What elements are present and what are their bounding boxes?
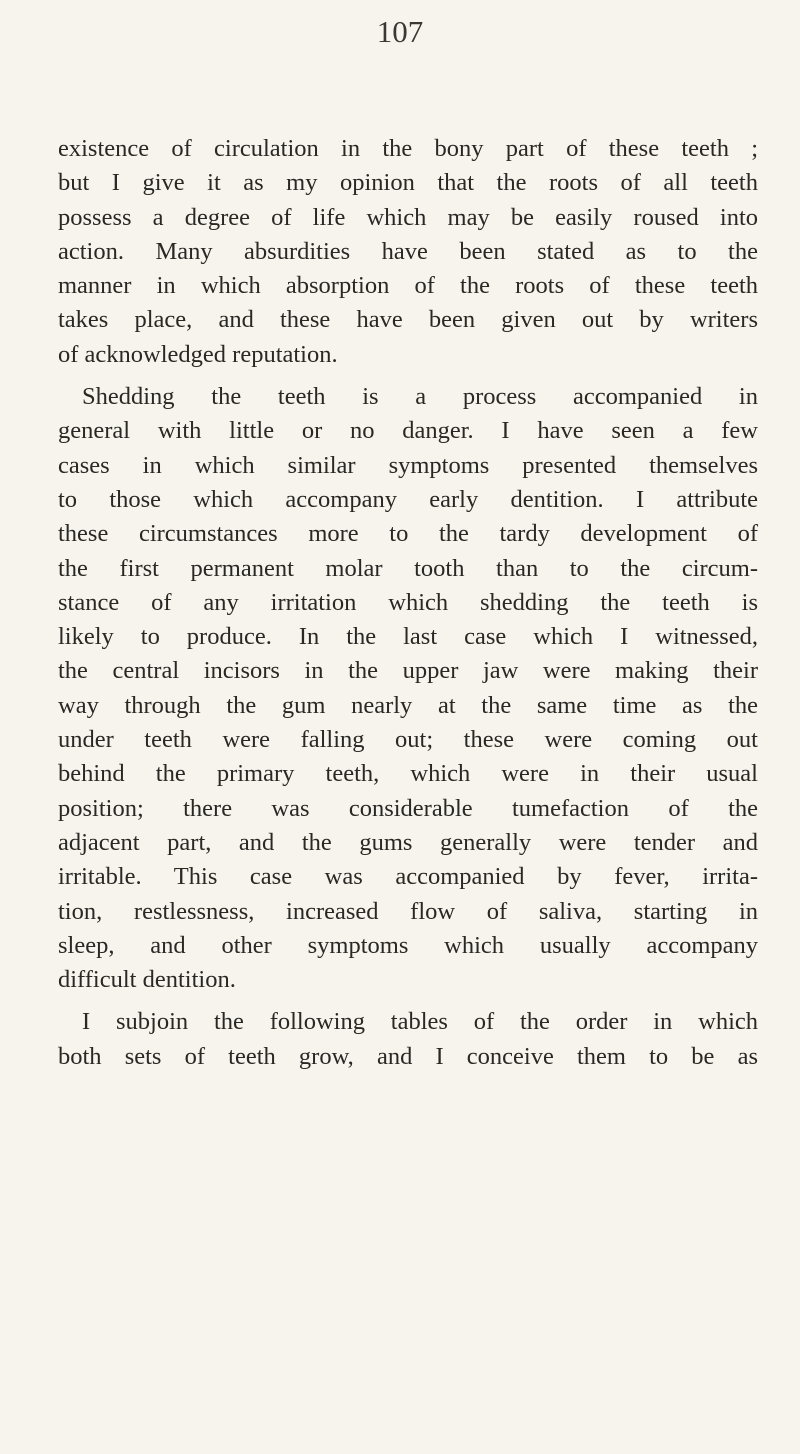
text-line: but I give it as my opinion that the roots of all teeth xyxy=(58,169,758,197)
text-line: both sets of teeth grow, and I conceive them to be as xyxy=(58,1042,758,1070)
paragraph-1 xyxy=(58,132,758,372)
text-line: stance of any irritation which shedding the teeth is xyxy=(58,588,758,616)
text-line: cases in which similar symptoms presented themselves xyxy=(58,451,758,479)
text-line: these circumstances more to the tardy development of xyxy=(58,520,758,548)
text-line: manner in which absorption of the roots of these teeth xyxy=(58,272,758,300)
text-line: the first permanent molar tooth than to the circum- xyxy=(58,554,758,582)
text-line: difficult dentition. xyxy=(58,966,236,994)
text-line: behind the primary teeth, which were in their usual xyxy=(58,760,758,788)
text-line: under teeth were falling out; these were coming out xyxy=(58,726,758,754)
text-line: adjacent part, and the gums generally were tender and xyxy=(58,828,758,856)
paragraph-2 xyxy=(58,380,758,997)
text-line: of acknowledged reputation. xyxy=(58,340,338,368)
text-line: to those which accompany early dentition. I attribute xyxy=(58,485,758,513)
text-line: likely to produce. In the last case which I witnessed, xyxy=(58,623,758,651)
text-line: irritable. This case was accompanied by fever, irrita- xyxy=(58,863,758,891)
paragraph-3 xyxy=(58,1005,758,1074)
body-text xyxy=(58,132,758,1074)
text-line: Shedding the teeth is a process accompanied in xyxy=(82,383,758,411)
text-line: way through the gum nearly at the same time as the xyxy=(58,691,758,719)
text-line: takes place, and these have been given out by writers xyxy=(58,306,758,334)
text-line: possess a degree of life which may be easily roused into xyxy=(58,203,758,231)
text-line: the central incisors in the upper jaw were making their xyxy=(58,657,758,685)
page-number: 107 xyxy=(376,14,424,49)
text-line: tion, restlessness, increased flow of saliva, starting in xyxy=(58,897,758,925)
text-line: action. Many absurdities have been stated as to the xyxy=(58,237,758,265)
text-line: general with little or no danger. I have seen a few xyxy=(58,417,758,445)
text-line: existence of circulation in the bony part of these teeth ; xyxy=(58,135,758,162)
text-line: I subjoin the following tables of the order in which xyxy=(82,1008,758,1036)
text-line: sleep, and other symptoms which usually accompany xyxy=(58,931,758,959)
text-line: position; there was considerable tumefaction of the xyxy=(58,794,758,822)
